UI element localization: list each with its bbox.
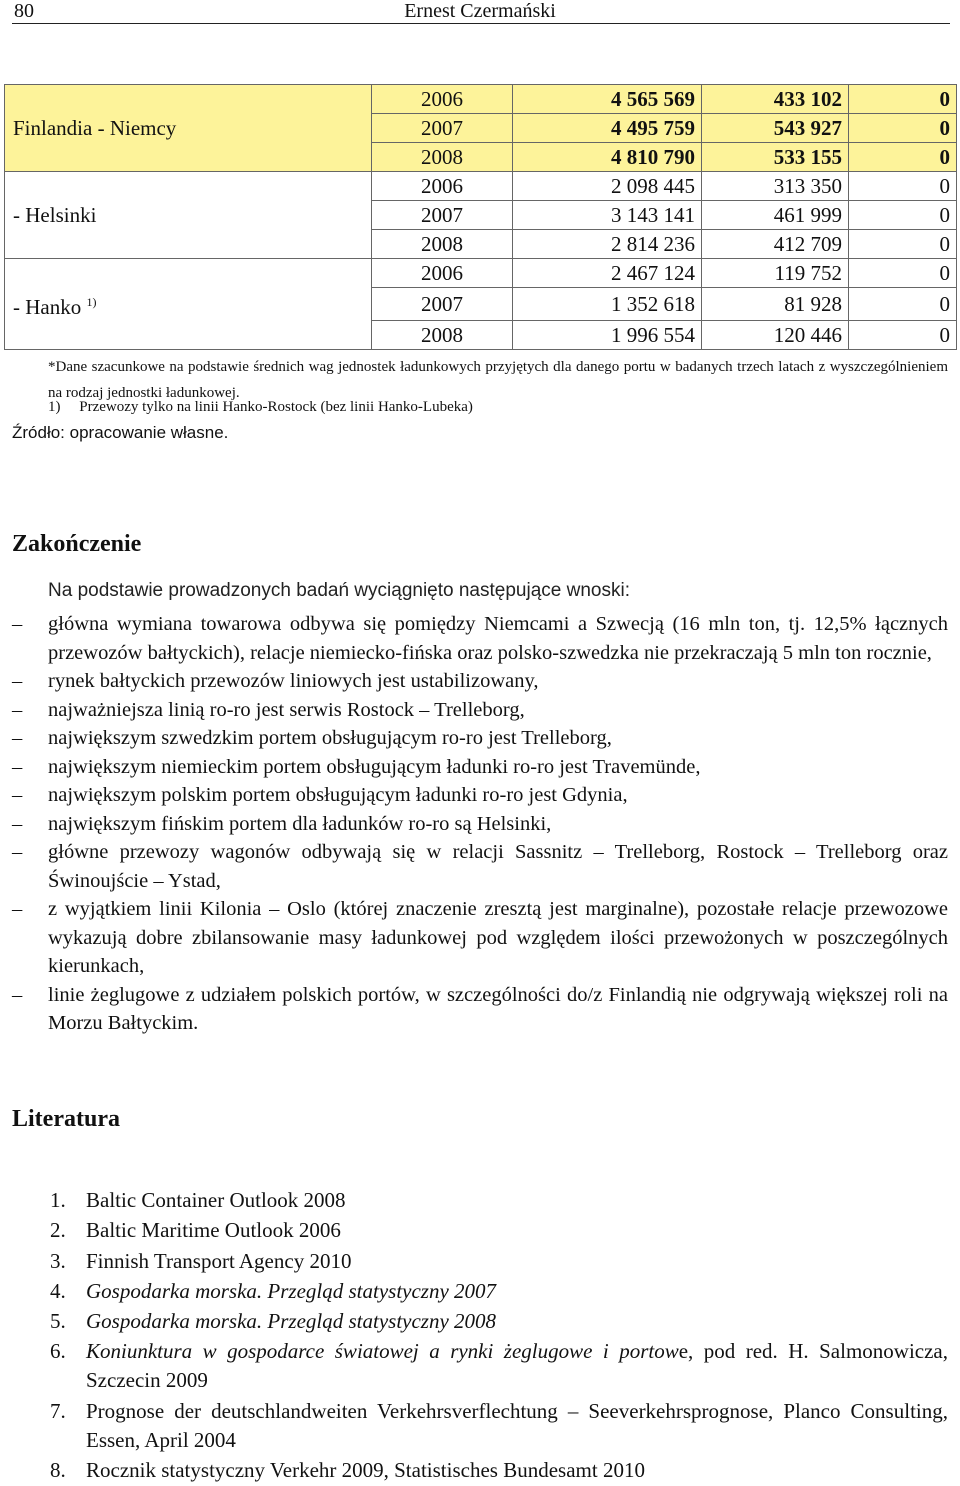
value-cell: 0 (849, 259, 957, 288)
table-row (5, 114, 957, 143)
value-cell: 0 (849, 288, 957, 321)
value-cell: 543 927 (702, 114, 849, 143)
reference-number: 4. (50, 1278, 66, 1303)
list-item (12, 724, 948, 753)
table-body (5, 85, 957, 350)
reference-item (50, 1186, 948, 1215)
value-cell: 0 (849, 143, 957, 172)
region-cell (5, 230, 372, 259)
region-label: Finlandia - Niemcy (13, 116, 177, 140)
list-item (12, 810, 948, 839)
reference-item (50, 1277, 948, 1306)
region-cell (5, 172, 372, 201)
list-item (12, 838, 948, 895)
dash-bullet: – (12, 812, 23, 835)
year-cell: 2008 (372, 230, 513, 259)
region-cell (5, 114, 372, 143)
reference-number: 6. (50, 1339, 66, 1364)
value-cell: 3 143 141 (513, 201, 702, 230)
table-row (5, 143, 957, 172)
source-note: Źródło: opracowanie własne. (12, 423, 229, 442)
list-item (12, 981, 948, 1038)
reference-text: Baltic Maritime Outlook 2006 (86, 1218, 341, 1243)
list-item-text: linie żeglugowe z udziałem polskich portów, w szczególności do/z Finlandią nie odgrywają większej roli na Morzu Bałtyckim. (48, 983, 948, 1034)
reference-tail: e, pod red. H. Salmonowicza, Szczecin 2009 (86, 1339, 949, 1393)
reference-item (50, 1307, 948, 1336)
table-row (5, 321, 957, 350)
list-item (12, 895, 948, 981)
dash-bullet: – (12, 983, 23, 1006)
dash-bullet: – (12, 841, 23, 863)
value-cell: 119 752 (702, 259, 849, 288)
region-cell (5, 259, 372, 288)
table-row (5, 230, 957, 259)
value-cell: 0 (849, 85, 957, 114)
value-cell: 4 810 790 (513, 143, 702, 172)
value-cell: 4 495 759 (513, 114, 702, 143)
literature-list (50, 1186, 948, 1486)
value-cell: 1 352 618 (513, 288, 702, 321)
year-cell: 2008 (372, 321, 513, 350)
value-cell: 2 814 236 (513, 230, 702, 259)
year-cell: 2007 (372, 201, 513, 230)
conclusion-intro: Na podstawie prowadzonych badań wyciągnięto następujące wnoski: (48, 580, 630, 601)
reference-text: Finnish Transport Agency 2010 (86, 1248, 352, 1273)
data-table (4, 84, 957, 350)
reference-item (50, 1247, 948, 1276)
reference-item (50, 1456, 948, 1485)
page-number: 80 (14, 0, 34, 22)
list-item (12, 696, 948, 725)
list-item-text: główne przewozy wagonów odbywają się w relacji Sassnitz – Trelleborg, Rostock – Trelleborg oraz Świnoujście – Ystad, (48, 841, 948, 892)
running-head-author: Ernest Czermański (404, 0, 556, 22)
section-heading-conclusion: Zakończenie (12, 531, 142, 557)
dash-bullet: – (12, 755, 23, 778)
region-cell (5, 85, 372, 114)
value-cell: 461 999 (702, 201, 849, 230)
list-item (12, 610, 948, 667)
list-item (12, 667, 948, 696)
list-item-text: największym niemieckim portem obsługującym ładunki ro-ro jest Travemünde, (48, 755, 701, 778)
reference-number: 7. (50, 1398, 66, 1423)
dash-bullet: – (12, 727, 23, 749)
year-cell: 2006 (372, 172, 513, 201)
region-footnote-marker: 1) (86, 294, 97, 309)
section-heading-literature: Literatura (12, 1106, 120, 1132)
footnote-1 (48, 399, 473, 416)
dash-bullet: – (12, 784, 23, 806)
reference-text: Gospodarka morska. Przegląd statystyczny 2007 (86, 1278, 497, 1303)
region-label: - Hanko (13, 294, 82, 319)
footnote-1-marker: 1) (48, 399, 61, 415)
reference-text: Prognose der deutschlandweiten Verkehrsverflechtung – Seeverkehrsprognose, Planco Consulting, Essen, April 2004 (86, 1398, 948, 1452)
table-row (5, 172, 957, 201)
value-cell: 0 (849, 201, 957, 230)
region-cell (5, 321, 372, 350)
dash-bullet: – (12, 613, 23, 635)
list-item-text: rynek bałtyckich przewozów liniowych jest ustabilizowany, (48, 670, 539, 692)
reference-number: 2. (50, 1218, 66, 1243)
value-cell: 0 (849, 321, 957, 350)
reference-text: Gospodarka morska. Przegląd statystyczny 2008 (86, 1309, 497, 1334)
list-item-text: największym polskim portem obsługującym ładunki ro-ro jest Gdynia, (48, 784, 628, 806)
table-row (5, 259, 957, 288)
list-item-text: największym szwedzkim portem obsługującym ro-ro jest Trelleborg, (48, 727, 612, 749)
list-item-text: największym fińskim portem dla ładunków ro-ro są Helsinki, (48, 812, 552, 835)
reference-text: Koniunktura w gospodarce światowej a rynki żeglugowe i portow (86, 1339, 679, 1364)
reference-number: 3. (50, 1248, 66, 1273)
conclusion-list (12, 610, 948, 1038)
region-cell (5, 288, 372, 321)
reference-item (50, 1397, 948, 1455)
value-cell: 1 996 554 (513, 321, 702, 350)
value-cell: 81 928 (702, 288, 849, 321)
year-cell: 2008 (372, 143, 513, 172)
table-row (5, 85, 957, 114)
reference-item (50, 1216, 948, 1245)
value-cell: 2 467 124 (513, 259, 702, 288)
table-row (5, 201, 957, 230)
dash-bullet: – (12, 698, 23, 721)
value-cell: 120 446 (702, 321, 849, 350)
list-item (12, 781, 948, 810)
value-cell: 313 350 (702, 172, 849, 201)
dash-bullet: – (12, 670, 23, 692)
list-item-text: z wyjątkiem linii Kilonia – Oslo (której znaczenie zresztą jest marginalne), pozostałe relacje przewozowe wykazują dobre zbilansowanie masy ładunkowej pod względem ilości przewożonych w poszczególnych kierunkach, (48, 898, 948, 977)
reference-text: Rocznik statystyczny Verkehr 2009, Statistisches Bundesamt 2010 (86, 1458, 645, 1483)
value-cell: 2 098 445 (513, 172, 702, 201)
value-cell: 0 (849, 172, 957, 201)
footnote-1-text: Przewozy tylko na linii Hanko-Rostock (bez linii Hanko-Lubeka) (79, 399, 473, 415)
page-header (0, 0, 960, 24)
reference-number: 5. (50, 1309, 66, 1334)
year-cell: 2007 (372, 114, 513, 143)
value-cell: 0 (849, 230, 957, 259)
value-cell: 0 (849, 114, 957, 143)
value-cell: 412 709 (702, 230, 849, 259)
reference-item (50, 1337, 948, 1395)
year-cell: 2007 (372, 288, 513, 321)
value-cell: 4 565 569 (513, 85, 702, 114)
list-item-text: główna wymiana towarowa odbywa się pomiędzy Niemcami a Szwecją (16 mln ton, tj. 12,5% łącznych przewozów bałtyckich), relacje niemiecko-fińska oraz polsko-szwedzka nie przekraczają 5 mln ton rocznie, (48, 613, 948, 664)
header-rule (12, 23, 950, 24)
value-cell: 433 102 (702, 85, 849, 114)
year-cell: 2006 (372, 85, 513, 114)
region-label: - Helsinki (13, 203, 97, 227)
year-cell: 2006 (372, 259, 513, 288)
dash-bullet: – (12, 898, 23, 920)
list-item (12, 753, 948, 782)
footnote-asterisk: *Dane szacunkowe na podstawie średnich wag jednostek ładunkowych przyjętych dla danego portu w badanych trzech latach z wyszczególnieniem na rodzaj jednostki ładunkowej. (48, 359, 948, 401)
reference-text: Baltic Container Outlook 2008 (86, 1188, 346, 1212)
reference-number: 1. (50, 1188, 66, 1212)
table-row (5, 288, 957, 321)
reference-number: 8. (50, 1458, 66, 1483)
region-cell (5, 201, 372, 230)
value-cell: 533 155 (702, 143, 849, 172)
list-item-text: najważniejsza linią ro-ro jest serwis Rostock – Trelleborg, (48, 698, 525, 721)
region-cell (5, 143, 372, 172)
